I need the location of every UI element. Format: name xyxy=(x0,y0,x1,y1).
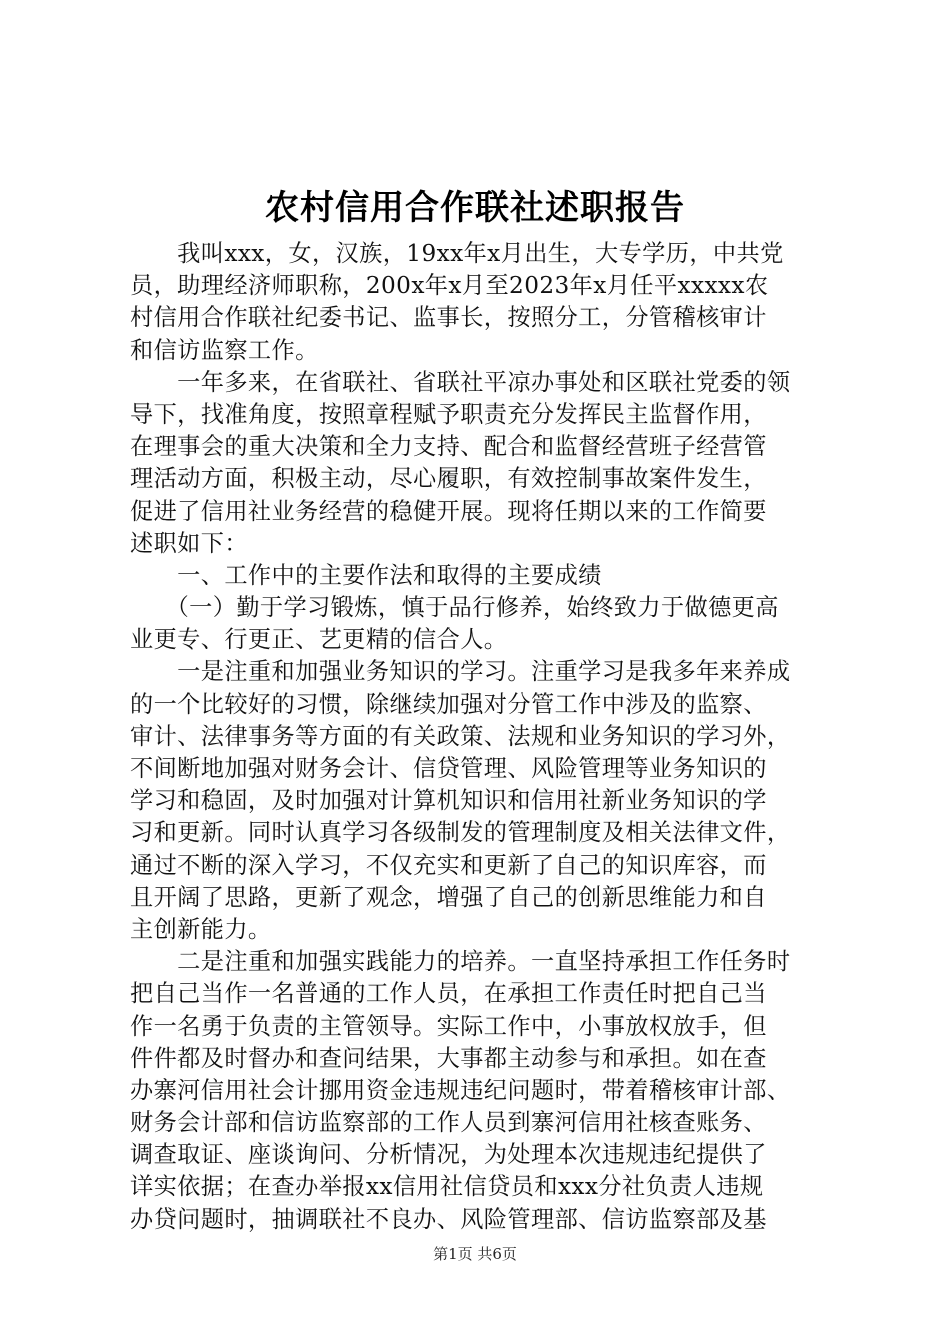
text-line: 一年多来，在省联社、省联社平凉办事处和区联社党委的领 xyxy=(130,368,791,396)
text-line: 述职如下： xyxy=(130,529,248,557)
text-line: 办贷问题时，抽调联社不良办、风险管理部、信访监察部及基 xyxy=(130,1205,767,1233)
text-line: 办寨河信用社会计挪用资金违规违纪问题时，带着稽核审计部、 xyxy=(130,1076,791,1104)
text-line: 件件都及时督办和查问结果，大事都主动参与和承担。如在查 xyxy=(130,1044,767,1072)
text-line: 一、工作中的主要作法和取得的主要成绩 xyxy=(130,561,602,589)
text-line: 在理事会的重大决策和全力支持、配合和监督经营班子经营管 xyxy=(130,433,767,461)
text-line: 主创新能力。 xyxy=(130,915,272,943)
text-line: 一是注重和加强业务知识的学习。注重学习是我多年来养成 xyxy=(130,658,791,686)
text-line: 我叫xxx，女，汉族，19xx年x月出生，大专学历，中共党 xyxy=(130,240,784,267)
text-line: 调查取证、座谈询问、分析情况，为处理本次违规违纪提供了 xyxy=(130,1141,767,1169)
text-line: 的一个比较好的习惯，除继续加强对分管工作中涉及的监察、 xyxy=(130,690,767,718)
page-footer: 第1页 共6页 xyxy=(433,1245,517,1263)
text-line: 通过不断的深入学习，不仅充实和更新了自己的知识库容，而 xyxy=(130,851,767,879)
text-line: 理活动方面，积极主动，尽心履职，有效控制事故案件发生， xyxy=(130,465,767,493)
text-line: 习和更新。同时认真学习各级制发的管理制度及相关法律文件， xyxy=(130,819,791,847)
text-line: （一）勤于学习锻炼，慎于品行修养，始终致力于做德更高 xyxy=(130,594,779,622)
text-line: 详实依据；在查办举报xx信用社信贷员和xxx分社负责人违规 xyxy=(130,1173,764,1201)
text-line: 导下，找准角度，按照章程赋予职责充分发挥民主监督作用， xyxy=(130,400,767,428)
text-line: 和信访监察工作。 xyxy=(130,336,319,364)
text-line: 审计、法律事务等方面的有关政策、法规和业务知识的学习外， xyxy=(130,722,791,750)
text-line: 业更专、行更正、艺更精的信合人。 xyxy=(130,626,508,654)
text-line: 把自己当作一名普通的工作人员，在承担工作责任时把自己当 xyxy=(130,980,767,1008)
text-line: 且开阔了思路，更新了观念，增强了自己的创新思维能力和自 xyxy=(130,883,767,911)
text-line: 二是注重和加强实践能力的培养。一直坚持承担工作任务时 xyxy=(130,948,791,976)
document-title: 农村信用合作联社述职报告 xyxy=(265,188,685,228)
text-line: 作一名勇于负责的主管领导。实际工作中，小事放权放手，但 xyxy=(130,1012,767,1040)
text-line: 员，助理经济师职称，200x年x月至2023年x月任平xxxxx农 xyxy=(130,272,769,300)
text-line: 促进了信用社业务经营的稳健开展。现将任期以来的工作简要 xyxy=(130,497,767,525)
text-line: 不间断地加强对财务会计、信贷管理、风险管理等业务知识的 xyxy=(130,755,767,782)
text-line: 村信用合作联社纪委书记、监事长，按照分工，分管稽核审计 xyxy=(130,304,767,332)
text-line: 财务会计部和信访监察部的工作人员到寨河信用社核查账务、 xyxy=(130,1109,767,1137)
document-body xyxy=(130,238,830,1236)
text-line: 学习和稳固，及时加强对计算机知识和信用社新业务知识的学 xyxy=(130,787,767,815)
